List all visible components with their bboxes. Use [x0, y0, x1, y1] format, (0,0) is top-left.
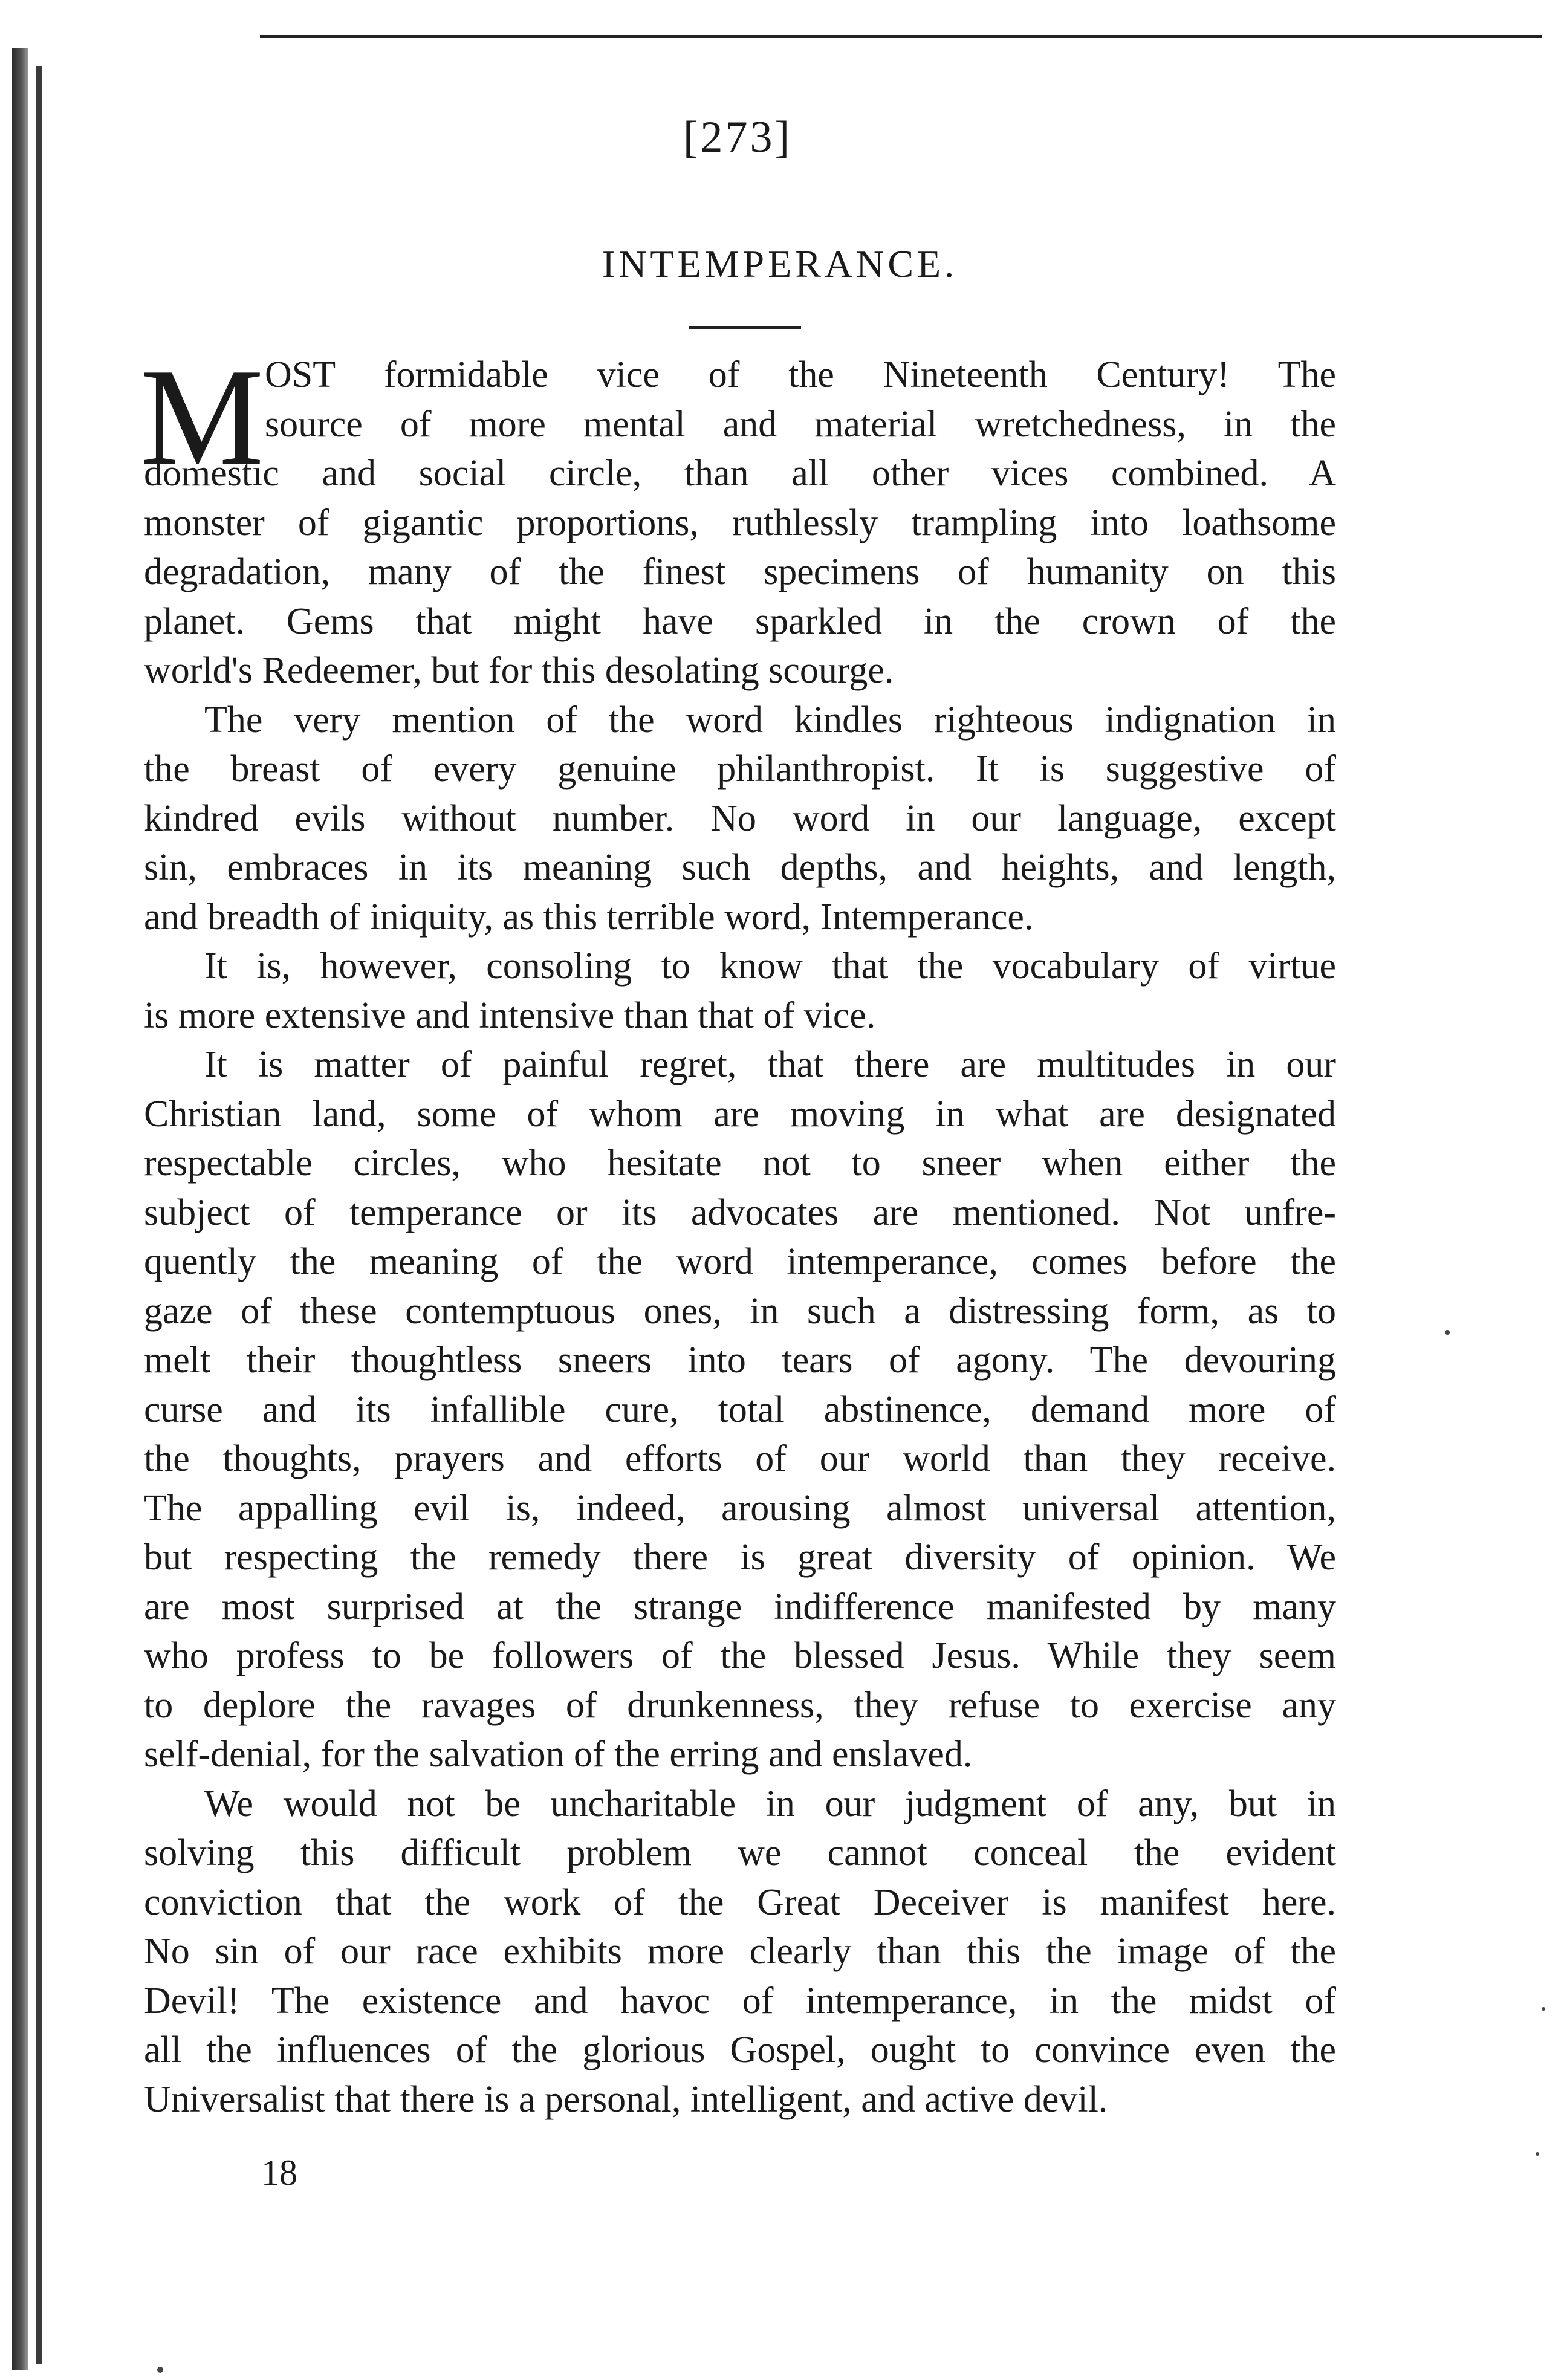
text-line: The appalling evil is, indeed, arousing almost universal attention, [144, 1487, 1336, 1529]
text-line: gaze of these contemptuous ones, in such a distressing form, as to [144, 1290, 1336, 1332]
text-line: the breast of every genuine philanthropist. It is suggestive of [144, 748, 1336, 790]
text-line: kindred evils without number. No word in our language, except [144, 797, 1336, 839]
text-line: to deplore the ravages of drunkenness, they refuse to exercise any [144, 1684, 1336, 1726]
text-line: Christian land, some of whom are moving in what are designated [144, 1093, 1336, 1135]
text-line: sin, embraces in its meaning such depths, and heights, and length, [144, 847, 1336, 888]
chapter-title: INTEMPERANCE. [602, 242, 958, 285]
text-line: domestic and social circle, than all other vices combined. A [144, 453, 1336, 494]
text-line: quently the meaning of the word intemperance, comes before the [144, 1241, 1336, 1282]
text-line: melt their thoughtless sneers into tears of agony. The devouring [144, 1340, 1336, 1381]
page-number: [273] [683, 112, 793, 162]
text-line: solving this difficult problem we cannot conceal the evident [144, 1832, 1336, 1873]
signature-mark: 18 [261, 2153, 297, 2193]
text-line: conviction that the work of the Great Deceiver is manifest here. [144, 1881, 1336, 1923]
speck [157, 2367, 163, 2373]
text-line: source of more mental and material wretchedness, in the [265, 403, 1336, 445]
body-text [144, 351, 1336, 2124]
text-line: but respecting the remedy there is great diversity of opinion. We [144, 1537, 1336, 1578]
text-line: the thoughts, prayers and efforts of our world than they receive. [144, 1438, 1336, 1479]
text-line: No sin of our race exhibits more clearly than this the image of the [144, 1931, 1336, 1972]
book-spine-edge [36, 66, 42, 2364]
text-line: Devil! The existence and havoc of intemperance, in the midst of [144, 1980, 1336, 2022]
speck [1542, 2007, 1545, 2011]
text-line: is more extensive and intensive than that of vice. [144, 994, 876, 1036]
text-line: It is, however, consoling to know that the vocabulary of virtue [204, 945, 1336, 987]
top-rule [260, 35, 1542, 38]
text-line: planet. Gems that might have sparkled in the crown of the [144, 600, 1336, 642]
text-line: are most surprised at the strange indifference manifested by many [144, 1586, 1336, 1627]
speck [1536, 2152, 1539, 2156]
text-line: who profess to be followers of the blessed Jesus. While they seem [144, 1635, 1336, 1676]
text-line: respectable circles, who hesitate not to sneer when either the [144, 1143, 1336, 1184]
text-line: monster of gigantic proportions, ruthlessly trampling into loathsome [144, 502, 1336, 543]
title-divider [689, 326, 801, 329]
text-line: Universalist that there is a personal, intelligent, and active devil. [144, 2078, 1108, 2120]
speck [1445, 1330, 1450, 1335]
text-line: It is matter of painful regret, that there are multitudes in our [204, 1044, 1336, 1085]
text-line: OST formidable vice of the Nineteenth Century! The [265, 354, 1336, 395]
text-line: The very mention of the word kindles righteous indignation in [204, 699, 1336, 741]
text-line: subject of temperance or its advocates are mentioned. Not unfre- [144, 1192, 1336, 1233]
text-line: all the influences of the glorious Gospel, ought to convince even the [144, 2029, 1336, 2070]
text-line: curse and its infallible cure, total abstinence, demand more of [144, 1389, 1336, 1430]
book-spine-shadow [12, 48, 28, 2370]
text-line: and breadth of iniquity, as this terrible word, Intemperance. [144, 896, 1034, 938]
text-line: We would not be uncharitable in our judgment of any, but in [204, 1783, 1336, 1824]
text-line: self-denial, for the salvation of the erring and enslaved. [144, 1734, 973, 1775]
text-line: degradation, many of the finest specimens of humanity on this [144, 551, 1336, 592]
drop-cap: M [140, 340, 264, 494]
text-line: world's Redeemer, but for this desolating scourge. [144, 650, 894, 691]
